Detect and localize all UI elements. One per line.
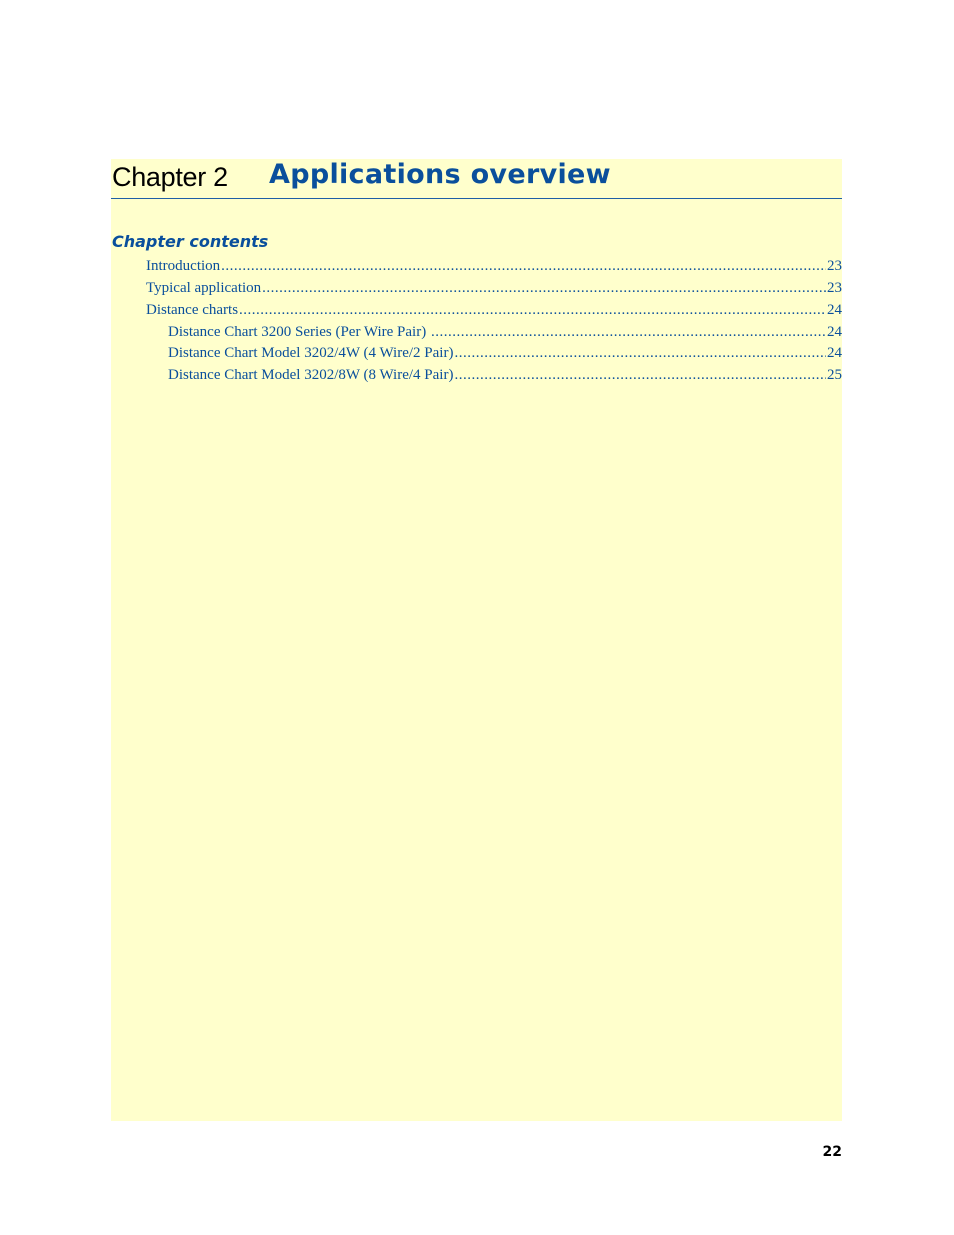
page-number: 22: [822, 1144, 842, 1160]
toc-entry-text: Typical application: [146, 280, 262, 296]
toc-leader: [221, 258, 826, 275]
toc-entry-text: Distance Chart Model 3202/4W (4 Wire/2 Pair): [168, 345, 454, 361]
toc-entry-distance-chart-3202-8w[interactable]: [168, 367, 842, 387]
toc-entry-text: Distance charts: [146, 302, 239, 318]
chapter-title: Applications overview: [269, 159, 611, 190]
toc-leader: [239, 302, 826, 319]
chapter-header: [111, 159, 842, 199]
toc-leader: [454, 345, 826, 362]
chapter-panel: [111, 159, 842, 1121]
toc-entry-introduction[interactable]: [146, 258, 842, 278]
toc-entry-distance-chart-3200[interactable]: [168, 324, 842, 344]
contents-heading: Chapter contents: [112, 232, 269, 251]
chapter-label: Chapter 2: [112, 162, 228, 192]
toc-entry-distance-chart-3202-4w[interactable]: [168, 345, 842, 365]
toc-leader: [262, 280, 826, 297]
toc-entry-text: Distance Chart Model 3202/8W (8 Wire/4 Pair): [168, 367, 454, 383]
toc-leader: [454, 367, 826, 384]
toc-entry-page: 23: [827, 280, 842, 296]
toc-entry-distance-charts[interactable]: [146, 302, 842, 322]
toc-entry-page: 24: [827, 345, 842, 361]
toc-entry-page: 23: [827, 258, 842, 274]
toc-entry-text: Distance Chart 3200 Series (Per Wire Pair): [168, 324, 430, 340]
toc-leader: [431, 324, 826, 341]
toc-entry-page: 24: [827, 324, 842, 340]
toc-entry-page: 25: [827, 367, 842, 383]
toc-entry-typical-application[interactable]: [146, 280, 842, 300]
toc-entry-text: Introduction: [146, 258, 221, 274]
toc-entry-page: 24: [827, 302, 842, 318]
